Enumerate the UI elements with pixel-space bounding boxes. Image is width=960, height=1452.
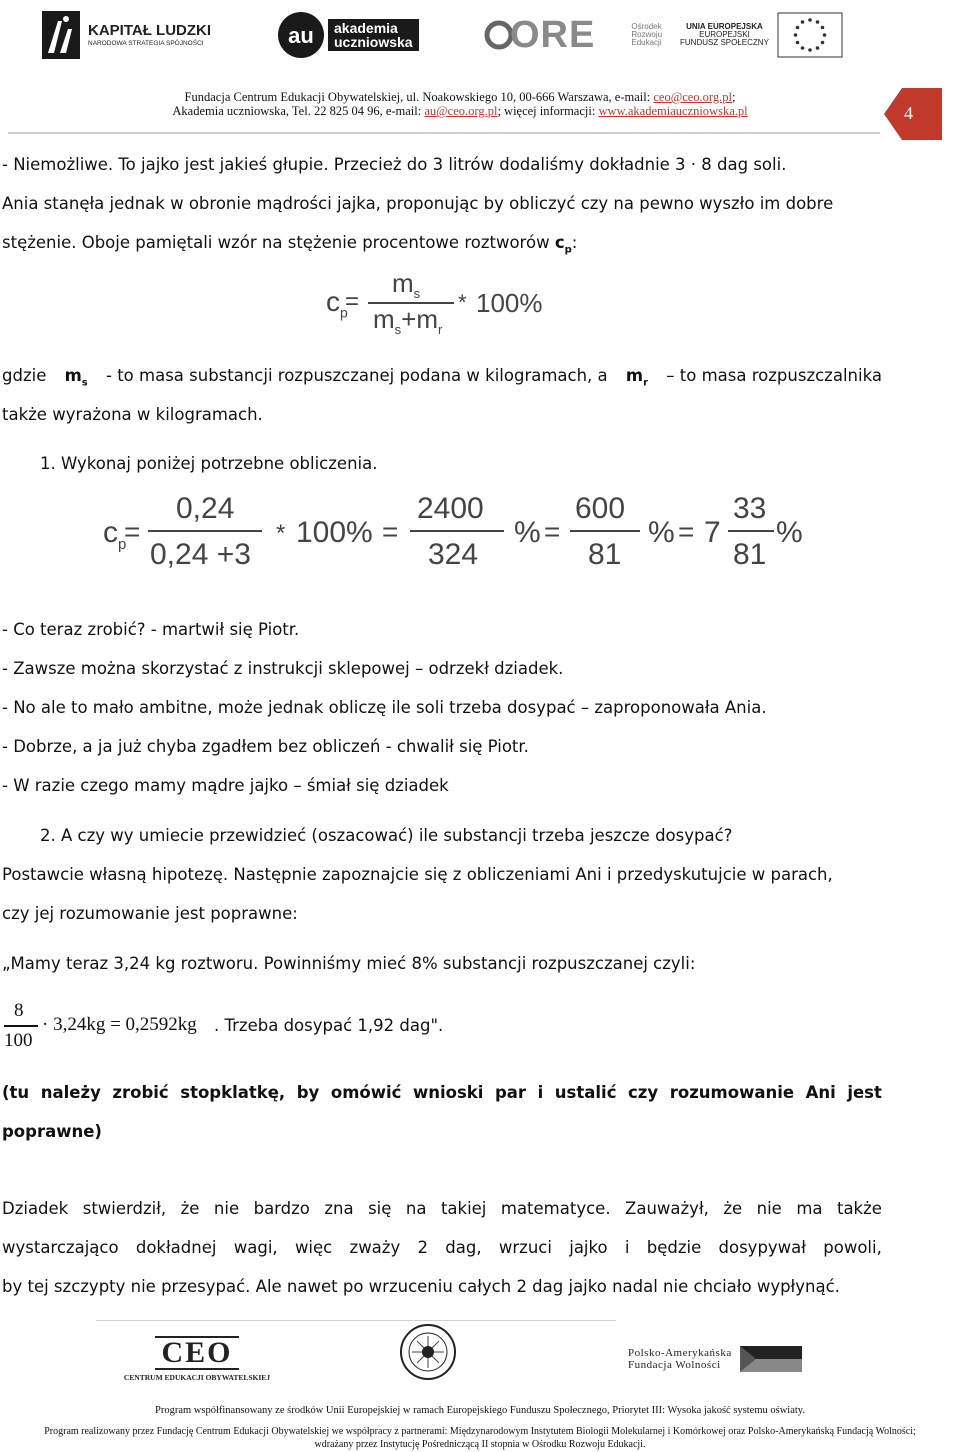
formula2-n2: 2400: [417, 492, 484, 525]
formula2-d2: 324: [428, 538, 479, 571]
formula2-times: *: [276, 520, 286, 547]
dialog-line-4: - Dobrze, a ja już chyba zgadłem bez obliczeń - chwalił się Piotr.: [2, 737, 529, 756]
svg-text:au: au: [288, 23, 314, 48]
formula2-n3: 600: [575, 492, 626, 525]
note-line2: poprawne): [2, 1122, 102, 1141]
footer-divider-left: [96, 1320, 616, 1321]
kapital-ludzki-emblem-icon: [40, 9, 82, 61]
formula2-n1: 0,24: [176, 492, 235, 525]
final-line1: Dziadek stwierdził, że nie bardzo zna się na takiej matematyce. Zauważył, że nie ma także: [2, 1199, 882, 1218]
formula2-eq1: =: [124, 516, 141, 547]
ore-line2: Rozwoju: [631, 30, 663, 39]
kapital-ludzki-title: KAPITAŁ LUDZKI: [88, 21, 212, 39]
formula2-d4: 81: [733, 538, 767, 571]
formula2-bar2: [410, 530, 504, 532]
kapital-ludzki-logo: [40, 6, 211, 64]
formula2-eq2: =: [382, 516, 399, 547]
formula2-eq4: =: [678, 516, 695, 547]
task1: 1. Wykonaj poniżej potrzebne obliczenia.: [40, 454, 378, 473]
dialog-line-2: - Zawsze można skorzystać z instrukcji sklepowej – odrzekł dziadek.: [2, 659, 564, 678]
dialog-line-1: - Co teraz zrobić? - martwił się Piotr.: [2, 620, 300, 639]
dialog-line-5: - W razie czego mamy mądre jajko – śmiał się dziadek: [2, 776, 449, 795]
formula1-lhs: c: [326, 286, 340, 317]
formula2-bar4: [728, 530, 774, 532]
ue-line2: EUROPEJSKI: [699, 30, 750, 39]
formula2-pct2: %: [514, 516, 541, 549]
quote-line1: „Mamy teraz 3,24 kg roztworu. Powinniśmy mieć 8% substancji rozpuszczanej czyli:: [2, 954, 696, 973]
formula3-expr: · 3,24kg = 0,2592kg: [42, 1014, 197, 1035]
akademia-label: akademia: [334, 20, 398, 36]
iimcb-seal-icon: [398, 1322, 458, 1382]
para1-line2: Ania stanęła jednak w obronie mądrości jajka, proponując by obliczyć czy na pewno wyszło im dobre: [2, 194, 834, 213]
gdzie-line2: także wyrażona w kilogramach.: [2, 405, 263, 424]
au-emblem-icon: [276, 10, 326, 60]
para1-line1: - Niemożliwe. To jajko jest jakieś głupie. Przecież do 3 litrów dodaliśmy dokładnie 3 · 8 dag soli.: [2, 155, 787, 174]
formula3-bar: [4, 1025, 38, 1027]
ceo-logo: [122, 1336, 272, 1382]
formula2-bar3: [570, 530, 640, 532]
page-number: 4: [904, 103, 913, 123]
formula3-num: 8: [14, 1000, 24, 1021]
formula2-pct3: %: [648, 516, 675, 549]
pafw-line1: Polsko-Amerykańska: [628, 1347, 732, 1359]
para1-line3: stężenie. Oboje pamiętali wzór na stężenie procentowe roztworów $c_p$:: [2, 233, 578, 256]
task2: 2. A czy wy umiecie przewidzieć (oszacować) ile substancji trzeba jeszcze dosypać?: [40, 826, 733, 845]
formula2-eq3: =: [544, 516, 561, 547]
ceo-email-link[interactable]: ceo@ceo.org.pl: [653, 90, 732, 104]
formula2-bar1: [148, 530, 262, 532]
final-line2: wystarczająco dokładnej wagi, więc zważy 2 dag, wrzuci jajko i będzie dosypywał powoli,: [2, 1238, 882, 1257]
contact-line-1: Fundacja Centrum Edukacji Obywatelskiej, ul. Noakowskiego 10, 00-666 Warszawa, e-mail: ceo@ceo.org.pl;: [184, 90, 736, 104]
pafw-logo: [628, 1344, 810, 1374]
formula2-whole: 7: [704, 516, 721, 549]
formula2-d3: 81: [588, 538, 622, 571]
au-email-link[interactable]: au@ceo.org.pl: [424, 104, 498, 118]
ore-line1: Ośrodek: [631, 22, 662, 31]
ore-line3: Edukacji: [631, 38, 662, 47]
ore-name: ORE: [510, 14, 596, 56]
ore-logo: [484, 6, 662, 64]
formula1-pct: 100%: [476, 288, 543, 318]
pafw-line2: Fundacja Wolności: [628, 1359, 721, 1371]
formula1-times: *: [458, 290, 467, 315]
formula3-den: 100: [4, 1030, 33, 1051]
formula2-d1: 0,24 +3: [150, 538, 251, 571]
formula3-tail: . Trzeba dosypać 1,92 dag".: [214, 1016, 444, 1035]
task2-line2: Postawcie własną hipotezę. Następnie zapoznajcie się z obliczeniami Ani i przedyskutujcie w parach,: [2, 865, 833, 884]
formula2-n4: 33: [733, 492, 767, 525]
page-number-badge: [882, 86, 944, 142]
ue-line1: UNIA EUROPEJSKA: [686, 22, 763, 31]
unia-europejska-logo: [680, 6, 843, 64]
kapital-ludzki-subtitle: NARODOWA STRATEGIA SPÓJNOŚCI: [88, 39, 204, 47]
header-divider: [8, 132, 880, 134]
pafw-flag-icon: [740, 1344, 810, 1374]
website-link[interactable]: www.akademiauczniowska.pl: [598, 104, 748, 118]
formula2-pct: 100%: [296, 516, 373, 549]
contact-line-2: Akademia uczniowska, Tel. 22 825 04 96, e-mail: au@ceo.org.pl; więcej informacji: www.akademiauczniowska.pl: [172, 104, 748, 118]
formula1-num: m: [392, 268, 414, 298]
akademia-uczniowska-logo: [276, 6, 419, 64]
formula2-pct4: %: [776, 516, 803, 549]
footer-implemented-line: wdrażany przez Instytucję Pośredniczącą II stopnia w Ośrodku Rozwoju Edukacji.: [314, 1439, 646, 1450]
task2-line3: czy jej rozumowanie jest poprawne:: [2, 904, 298, 923]
formula1-eq: =: [345, 288, 360, 315]
ue-line3: FUNDUSZ SPOŁECZNY: [680, 38, 769, 47]
footer-program-line: Program współfinansowany ze środków Unii Europejskiej w ramach Europejskiego Funduszu Społecznego, Priorytet III: Wysoka jakość systemu oświaty.: [155, 1405, 805, 1416]
ceo-caption: CENTRUM EDUKACJI OBYWATELSKIEJ: [123, 1373, 271, 1382]
eu-flag-icon: [777, 12, 843, 58]
note-line1: (tu należy zrobić stopklatkę, by omówić wnioski par i ustalić czy rozumowanie Ani jest: [2, 1083, 882, 1102]
uczniowska-label: uczniowska: [334, 34, 413, 50]
gdzie-line1: gdzie $m_s$ - to masa substancji rozpuszczanej podana w kilogramach, a $m_r$ – to masa rozpuszczalnika: [2, 366, 882, 389]
final-line3: by tej szczypty nie przesypać. Ale nawet po wrzuceniu całych 2 dag jajko nadal nie chciało wypłynąć.: [2, 1277, 840, 1296]
formula1-den-a: m: [373, 304, 395, 334]
dialog-line-3: - No ale to mało ambitne, może jednak obliczę ile soli trzeba dosypać – zaproponowała Ania.: [2, 698, 767, 717]
footer-realized-line: Program realizowany przez Fundację Centrum Edukacji Obywatelskiej we współpracy z partnerami: Międzynarodowym Instytutem Biologii Molekularnej i Komórkowej oraz Polsko-Amerykańską Fundacją Wolności;: [44, 1426, 916, 1437]
ceo-logo-mark: CEO: [155, 1336, 238, 1370]
